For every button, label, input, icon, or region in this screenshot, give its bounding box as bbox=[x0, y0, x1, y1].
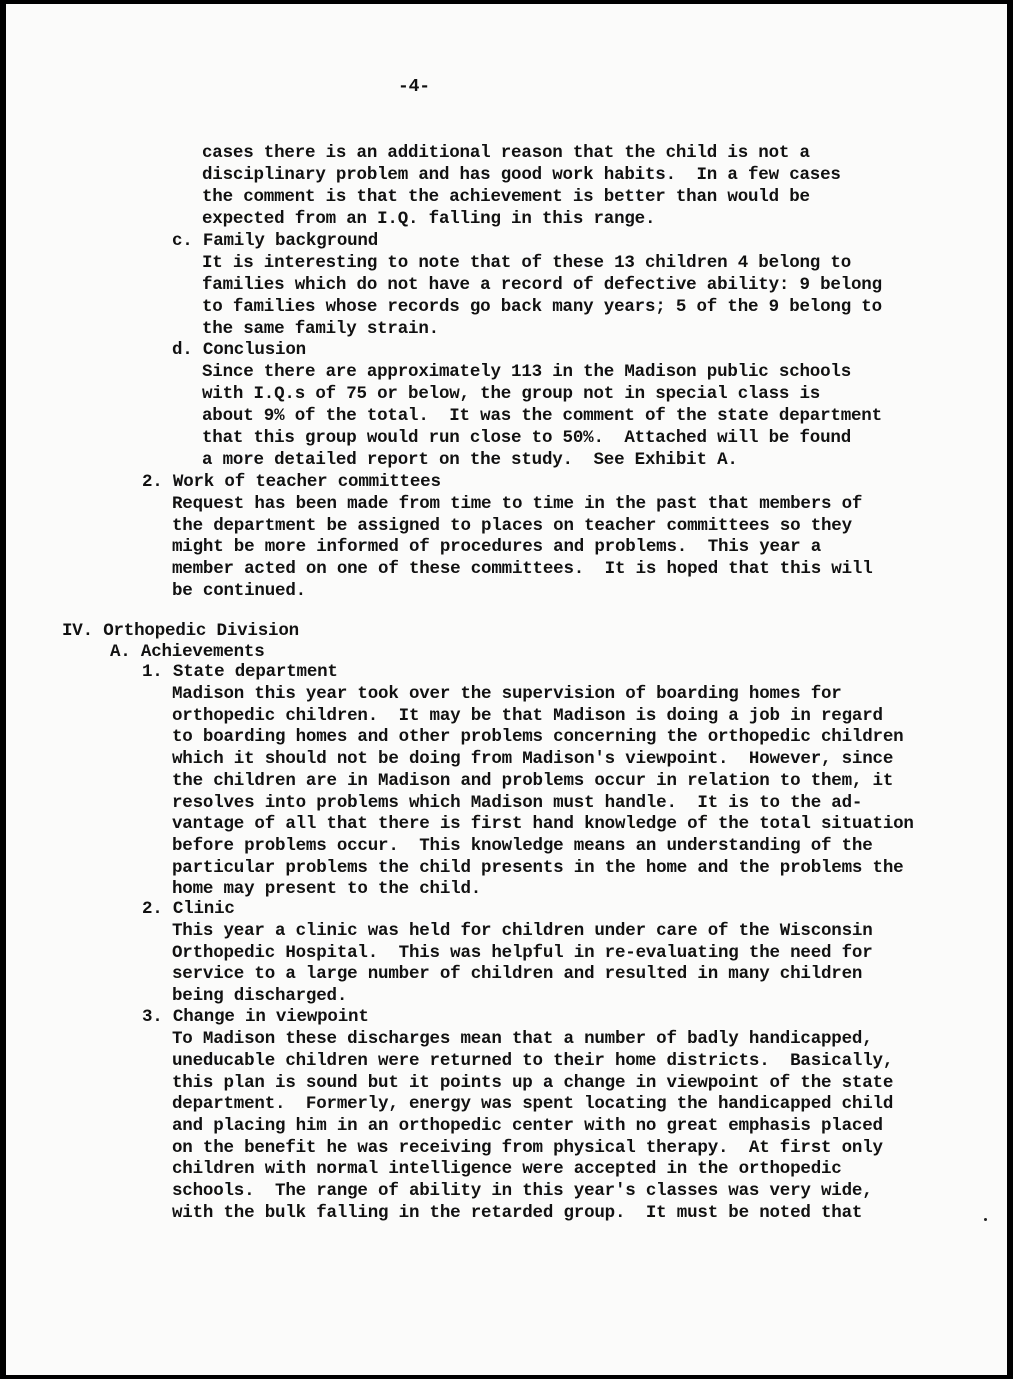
text-line: This year a clinic was held for children under care of the Wisconsin bbox=[172, 921, 873, 941]
text-line: department. Formerly, energy was spent locating the handicapped child bbox=[172, 1094, 894, 1114]
text-line: which it should not be doing from Madison's viewpoint. However, since bbox=[172, 749, 894, 769]
text-line: expected from an I.Q. falling in this range. bbox=[202, 209, 656, 229]
text-line: Request has been made from time to time in the past that members of bbox=[172, 494, 863, 514]
text-line: children with normal intelligence were accepted in the orthopedic bbox=[172, 1159, 842, 1179]
text-line: before problems occur. This knowledge means an understanding of the bbox=[172, 836, 873, 856]
text-line: cases there is an additional reason that the child is not a bbox=[202, 143, 810, 163]
page-speck bbox=[984, 1218, 987, 1221]
text-line: particular problems the child presents in the home and the problems the bbox=[172, 858, 904, 878]
document-page bbox=[6, 4, 1007, 1375]
text-line: with the bulk falling in the retarded group. It must be noted that bbox=[172, 1203, 863, 1223]
text-line: schools. The range of ability in this year's classes was very wide, bbox=[172, 1181, 873, 1201]
text-line: with I.Q.s of 75 or below, the group not in special class is bbox=[202, 384, 821, 404]
text-line: the children are in Madison and problems occur in relation to them, it bbox=[172, 771, 894, 791]
text-line: the department be assigned to places on teacher committees so they bbox=[172, 516, 852, 536]
text-line: Madison this year took over the supervision of boarding homes for bbox=[172, 684, 842, 704]
text-line: families which do not have a record of defective ability: 9 belong bbox=[202, 275, 882, 295]
text-line: might be more informed of procedures and problems. This year a bbox=[172, 537, 822, 557]
subheading: c. Family background bbox=[172, 231, 379, 251]
text-line: on the benefit he was receiving from physical therapy. At first only bbox=[172, 1138, 883, 1158]
text-line: resolves into problems which Madison must handle. It is to the ad- bbox=[172, 793, 863, 813]
page-number: -4- bbox=[398, 77, 430, 97]
text-line: to families whose records go back many years; 5 of the 9 belong to bbox=[202, 297, 882, 317]
subheading: 3. Change in viewpoint bbox=[142, 1007, 369, 1027]
section-heading: IV. Orthopedic Division bbox=[62, 621, 299, 641]
text-line: this plan is sound but it points up a change in viewpoint of the state bbox=[172, 1073, 894, 1093]
subheading: 2. Work of teacher committees bbox=[142, 472, 441, 492]
text-line: orthopedic children. It may be that Madison is doing a job in regard bbox=[172, 706, 883, 726]
text-line: service to a large number of children and resulted in many children bbox=[172, 964, 863, 984]
text-line: uneducable children were returned to their home districts. Basically, bbox=[172, 1051, 894, 1071]
document-body bbox=[6, 4, 1007, 1375]
text-line: To Madison these discharges mean that a number of badly handicapped, bbox=[172, 1029, 873, 1049]
text-line: and placing him in an orthopedic center with no great emphasis placed bbox=[172, 1116, 883, 1136]
text-line: about 9% of the total. It was the comment of the state department bbox=[202, 406, 882, 426]
text-line: It is interesting to note that of these 13 children 4 belong to bbox=[202, 253, 852, 273]
text-line: member acted on one of these committees. It is hoped that this will bbox=[172, 559, 873, 579]
text-line: vantage of all that there is first hand knowledge of the total situation bbox=[172, 814, 914, 834]
text-line: that this group would run close to 50%. Attached will be found bbox=[202, 428, 852, 448]
subheading: A. Achievements bbox=[110, 642, 265, 662]
text-line: Orthopedic Hospital. This was helpful in re-evaluating the need for bbox=[172, 943, 873, 963]
text-line: home may present to the child. bbox=[172, 879, 482, 899]
text-line: a more detailed report on the study. See Exhibit A. bbox=[202, 450, 738, 470]
subheading: 2. Clinic bbox=[142, 899, 235, 919]
text-line: disciplinary problem and has good work habits. In a few cases bbox=[202, 165, 841, 185]
text-line: Since there are approximately 113 in the Madison public schools bbox=[202, 362, 852, 382]
text-line: being discharged. bbox=[172, 986, 348, 1006]
subheading: d. Conclusion bbox=[172, 340, 306, 360]
text-line: be continued. bbox=[172, 581, 306, 601]
subheading: 1. State department bbox=[142, 662, 338, 682]
text-line: to boarding homes and other problems concerning the orthopedic children bbox=[172, 727, 904, 747]
text-line: the same family strain. bbox=[202, 319, 439, 339]
text-line: the comment is that the achievement is better than would be bbox=[202, 187, 810, 207]
